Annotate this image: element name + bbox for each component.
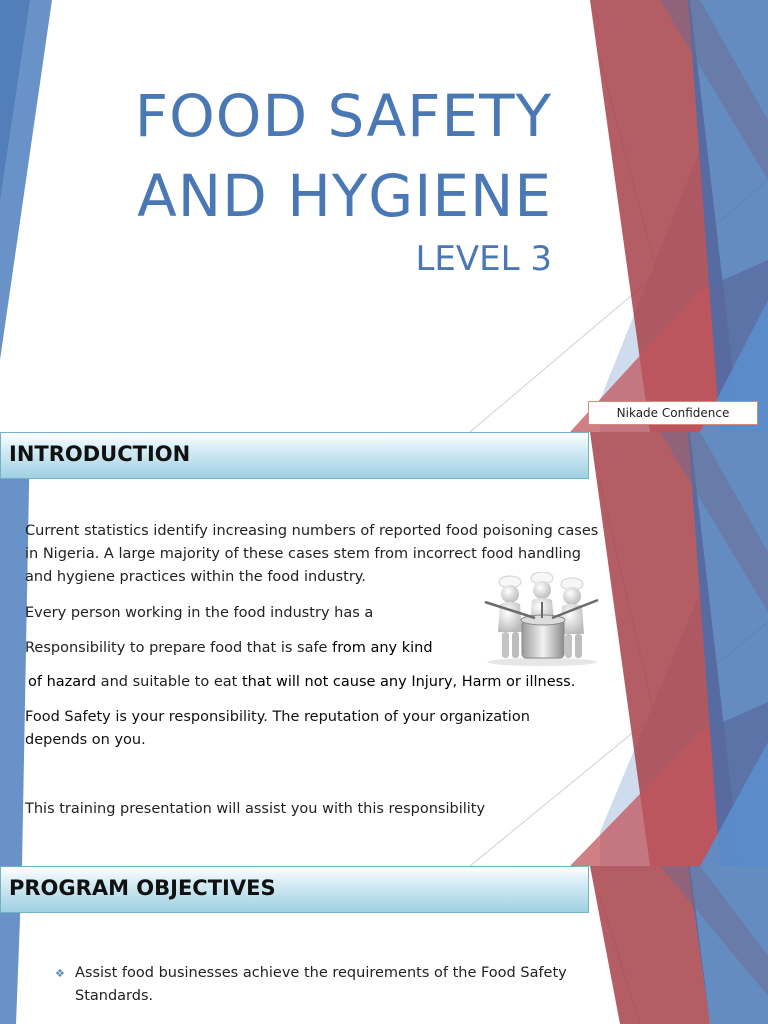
title-level: LEVEL 3 [415,239,552,279]
intro-emphasis: of hazard [28,674,97,690]
intro-paragraph-6: This training presentation will assist you with this responsibility [25,801,486,817]
intro-paragraph-5: Food Safety is your responsibility. The reputation of your organization depends on you. [25,709,530,748]
intro-paragraph-4 [28,671,628,694]
chefs-cooking-illustration [480,572,605,667]
introduction-slide [0,432,768,866]
objectives-slide [0,866,768,1024]
intro-text: Responsibility to prepare food that is safe [25,640,333,656]
diamond-bullet-icon: ❖ [55,967,65,980]
intro-text: and suitable to eat [96,674,242,690]
section-header-bar [0,432,589,479]
intro-paragraph-1: Current statistics identify increasing numbers of reported food poisoning cases in Nigeria. A large majority of these cases stem from incorrect food handling and hygiene practices within the food industry. [25,523,599,585]
intro-paragraph-3 [25,637,465,660]
objective-text: Assist food businesses achieve the requirements of the Food Safety Standards. [75,965,567,1004]
intro-emphasis: from any kind [332,640,433,656]
intro-emphasis: that will not cause any Injury, Harm or illness. [241,674,576,690]
objective-item [55,962,615,1008]
title-slide [0,0,768,432]
section-title: INTRODUCTION [9,442,191,466]
title-line-2: AND HYGIENE [137,162,552,230]
section-title: PROGRAM OBJECTIVES [9,876,276,900]
title-line-1: FOOD SAFETY [134,82,552,150]
intro-paragraph-2: Every person working in the food industry has a [25,605,374,621]
author-box: Nikade Confidence [588,401,758,425]
section-header-bar [0,866,589,913]
